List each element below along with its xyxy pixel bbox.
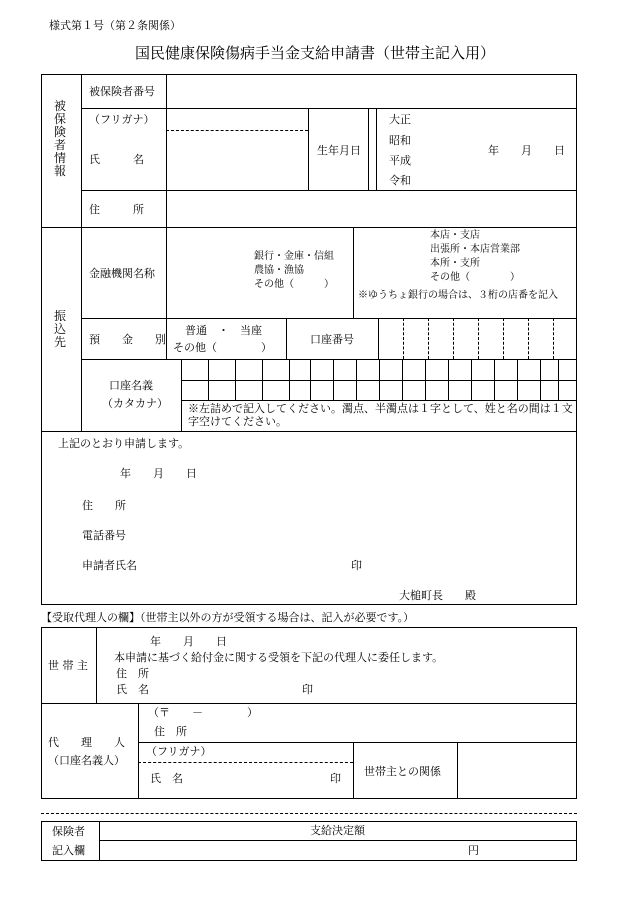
- branch-type-4[interactable]: その他（ ）: [430, 272, 520, 283]
- applicant-phone-label: 電話番号: [82, 529, 126, 542]
- householder-address-label: 住 所: [116, 667, 149, 680]
- insurer-label-1: 保険者: [52, 825, 85, 838]
- account-holder-kana-label: （カタカナ）: [102, 397, 168, 410]
- delegation-statement: 本申請に基づく給付金に関する受領を下記の代理人に委任します。: [114, 651, 444, 664]
- agent-label: 代 理 人: [48, 736, 125, 749]
- page-title: 国民健康保険傷病手当金支給申請書（世帯主記入用）: [134, 44, 495, 62]
- householder-label: 世 帯 主: [48, 659, 88, 672]
- form-number: 様式第１号（第２条関係）: [49, 19, 181, 32]
- account-holder-label: 口座名義: [109, 379, 153, 392]
- agent-address-label: 住 所: [154, 725, 187, 738]
- yucho-note: ※ゆうちょ銀行の場合は、３桁の店番を記入: [358, 290, 558, 301]
- bank-type-2[interactable]: 農協・漁協: [254, 265, 304, 276]
- bank-type-1[interactable]: 銀行・金庫・信組: [254, 251, 334, 262]
- branch-type-2[interactable]: 出張所・本店営業部: [430, 244, 520, 255]
- address-field[interactable]: [170, 194, 572, 224]
- address-label: 住 所: [89, 203, 144, 216]
- insured-number-label: 被保険者番号: [89, 85, 155, 98]
- branch-type-1[interactable]: 本店・支店: [430, 230, 480, 241]
- declaration-date[interactable]: 年 月 日: [120, 467, 197, 480]
- account-number-field[interactable]: [380, 320, 575, 357]
- insured-section-label: 被保険者情報: [53, 99, 66, 178]
- declaration-statement: 上記のとおり申請します。: [58, 437, 190, 450]
- era-heisei[interactable]: 平成: [389, 154, 411, 167]
- relation-label: 世帯主との関係: [364, 765, 441, 778]
- insurer-label-2: 記入欄: [52, 844, 85, 857]
- insured-number-field[interactable]: [170, 78, 572, 105]
- furigana-label: （フリガナ）: [89, 113, 155, 126]
- era-reiwa[interactable]: 令和: [389, 174, 411, 187]
- approved-amount-label: 支給決定額: [310, 824, 365, 837]
- agent-name-label: 氏 名: [150, 772, 183, 785]
- deposit-type-ordinary-current[interactable]: 普通 ・ 当座: [185, 324, 262, 337]
- birth-date-ymd: 年 月 日: [488, 144, 565, 157]
- applicant-name-label: 申請者氏名: [82, 559, 137, 572]
- deposit-type-other[interactable]: その他（ ）: [173, 341, 272, 354]
- account-holder-note: ※左詰めで記入してください。濁点、半濁点は１字として、姓と名の間は１文字空けてください。: [188, 402, 573, 428]
- bank-type-3[interactable]: その他（ ）: [254, 279, 334, 290]
- deposit-type-label: 預 金 別: [89, 333, 166, 346]
- delegation-date[interactable]: 年 月 日: [150, 635, 227, 648]
- era-taisho[interactable]: 大正: [389, 113, 411, 126]
- applicant-address-label: 住 所: [82, 499, 126, 512]
- furigana-field[interactable]: [170, 111, 304, 128]
- bank-name-label: 金融機関名称: [89, 267, 155, 280]
- agent-sublabel: （口座名義人）: [48, 754, 125, 767]
- yen-unit: 円: [468, 844, 479, 857]
- agent-seal: 印: [330, 772, 341, 785]
- householder-seal: 印: [302, 683, 313, 696]
- relation-field[interactable]: [460, 745, 574, 796]
- applicant-seal: 印: [351, 559, 362, 572]
- account-number-label: 口座番号: [310, 333, 354, 346]
- name-field[interactable]: [170, 134, 304, 186]
- transfer-section-label: 振込先: [53, 309, 66, 349]
- agent-postal[interactable]: （〒 － ）: [148, 706, 258, 719]
- branch-type-3[interactable]: 本所・支所: [430, 258, 480, 269]
- insurer-table: [41, 821, 577, 861]
- householder-name-label: 氏 名: [116, 683, 149, 696]
- agent-furigana-label: （フリガナ）: [146, 745, 212, 758]
- agent-section-heading: 【受取代理人の欄】（世帯主以外の方が受領する場合は、記入が必要です。）: [41, 611, 415, 624]
- birth-date-label: 生年月日: [317, 144, 361, 157]
- addressee: 大槌町長 殿: [399, 589, 476, 602]
- name-label: 氏 名: [89, 153, 144, 166]
- era-showa[interactable]: 昭和: [389, 134, 411, 147]
- account-holder-field[interactable]: [183, 361, 575, 398]
